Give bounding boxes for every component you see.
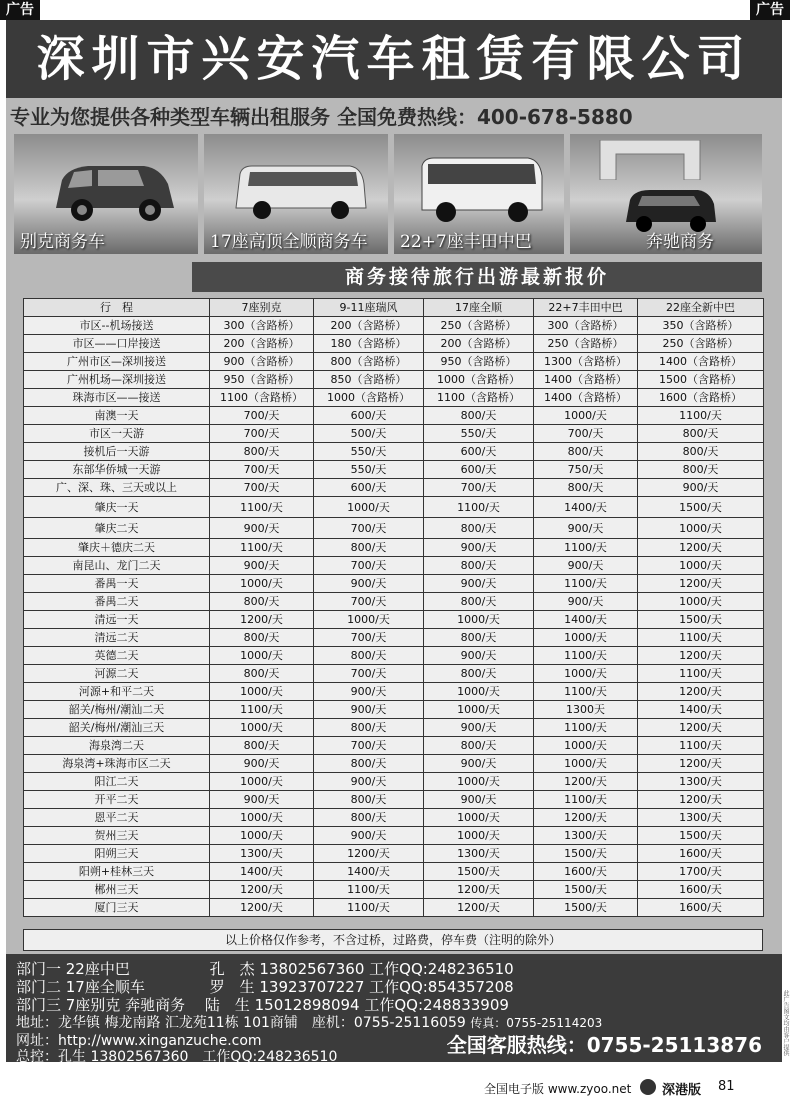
page-footer	[0, 1078, 790, 1098]
table-row	[24, 827, 764, 845]
price-cell: 1600/天	[534, 863, 638, 881]
table-row	[24, 497, 764, 518]
route-cell: 肇庆＋德庆二天	[24, 539, 210, 557]
route-cell: 贺州三天	[24, 827, 210, 845]
price-cell: 700/天	[210, 479, 314, 497]
price-cell: 600/天	[314, 407, 424, 425]
table-row	[24, 791, 764, 809]
contact-panel	[6, 954, 782, 1065]
price-cell: 750/天	[534, 461, 638, 479]
price-cell: 1000/天	[314, 497, 424, 518]
table-row	[24, 353, 764, 371]
table-row	[24, 701, 764, 719]
price-cell: 1100/天	[534, 539, 638, 557]
buick-mpv-icon	[48, 158, 178, 228]
price-cell: 1500/天	[638, 497, 764, 518]
route-cell: 河源+和平二天	[24, 683, 210, 701]
price-cell: 1000/天	[210, 773, 314, 791]
price-table	[23, 298, 764, 917]
table-row	[24, 371, 764, 389]
price-cell: 1200/天	[638, 647, 764, 665]
price-cell: 1500/天	[638, 611, 764, 629]
route-cell: 河源二天	[24, 665, 210, 683]
footer-edition: 深港版	[662, 1083, 702, 1098]
price-cell: 1100（含路桥）	[424, 389, 534, 407]
price-cell: 800/天	[424, 557, 534, 575]
price-cell: 700/天	[534, 425, 638, 443]
price-cell: 1100/天	[210, 539, 314, 557]
price-cell: 200（含路桥）	[210, 335, 314, 353]
vehicle-photos	[14, 134, 762, 254]
price-cell: 900（含路桥）	[210, 353, 314, 371]
price-cell: 900/天	[210, 791, 314, 809]
table-row	[24, 773, 764, 791]
price-cell: 1100/天	[314, 881, 424, 899]
price-cell: 1200/天	[638, 719, 764, 737]
table-row	[24, 845, 764, 863]
table-row	[24, 611, 764, 629]
price-cell: 700/天	[210, 425, 314, 443]
price-cell: 900/天	[424, 575, 534, 593]
price-cell: 1200/天	[424, 881, 534, 899]
route-cell: 阳朔+桂林三天	[24, 863, 210, 881]
price-cell: 1100/天	[534, 719, 638, 737]
price-cell: 1000/天	[210, 809, 314, 827]
price-cell: 300（含路桥）	[534, 317, 638, 335]
route-cell: 阳朔三天	[24, 845, 210, 863]
fax-text: 传真：0755-25114203	[470, 1016, 603, 1030]
customer-hotline: 全国客服热线：0755-25113876	[446, 1033, 762, 1057]
table-row	[24, 629, 764, 647]
price-cell: 1200/天	[314, 845, 424, 863]
price-cell: 900/天	[314, 683, 424, 701]
price-cell: 800/天	[424, 593, 534, 611]
route-cell: 英德二天	[24, 647, 210, 665]
price-cell: 1100/天	[314, 899, 424, 917]
quote-title: 商务接待旅行出游最新报价	[192, 262, 762, 292]
route-cell: 阳江二天	[24, 773, 210, 791]
price-cell: 1000/天	[534, 755, 638, 773]
price-cell: 1400/天	[314, 863, 424, 881]
price-cell: 1400/天	[638, 701, 764, 719]
price-cell: 250（含路桥）	[638, 335, 764, 353]
route-cell: 开平二天	[24, 791, 210, 809]
price-cell: 1000/天	[424, 611, 534, 629]
route-cell: 韶关/梅州/潮汕三天	[24, 719, 210, 737]
route-cell: 广州机场—深圳接送	[24, 371, 210, 389]
table-row	[24, 335, 764, 353]
price-cell: 1000/天	[424, 809, 534, 827]
price-cell: 1000/天	[534, 665, 638, 683]
price-cell: 900/天	[210, 755, 314, 773]
price-cell: 1000/天	[534, 737, 638, 755]
price-cell: 900/天	[534, 518, 638, 539]
price-cell: 1100/天	[424, 497, 534, 518]
price-cell: 1000（含路桥）	[424, 371, 534, 389]
table-row	[24, 881, 764, 899]
price-cell: 1000/天	[534, 629, 638, 647]
route-cell: 番禺二天	[24, 593, 210, 611]
price-cell: 1100/天	[638, 665, 764, 683]
price-note: 以上价格仅作参考，不含过桥，过路费，停车费（注明的除外）	[23, 929, 763, 951]
price-cell: 180（含路桥）	[314, 335, 424, 353]
contact-website[interactable]: 网址：http://www.xinganzuche.com	[16, 1033, 262, 1049]
table-row	[24, 809, 764, 827]
photo-caption: 别克商务车	[20, 232, 105, 252]
price-cell: 1200/天	[210, 899, 314, 917]
table-row	[24, 575, 764, 593]
price-cell: 800/天	[210, 665, 314, 683]
ad-label-left: 广告	[0, 0, 40, 20]
route-cell: 韶关/梅州/潮汕二天	[24, 701, 210, 719]
price-cell: 1000（含路桥）	[314, 389, 424, 407]
price-cell: 1000/天	[424, 701, 534, 719]
route-cell: 接机后一天游	[24, 443, 210, 461]
price-cell: 1500/天	[534, 881, 638, 899]
route-cell: 东部华侨城一天游	[24, 461, 210, 479]
price-cell: 1000/天	[210, 719, 314, 737]
arch-building-icon	[590, 140, 710, 180]
price-cell: 200（含路桥）	[424, 335, 534, 353]
price-cell: 250（含路桥）	[534, 335, 638, 353]
price-cell: 1000/天	[424, 683, 534, 701]
price-cell: 900/天	[424, 791, 534, 809]
price-cell: 800/天	[638, 425, 764, 443]
price-cell: 800/天	[534, 479, 638, 497]
footer-site[interactable]: 全国电子版 www.zyoo.net	[484, 1082, 632, 1096]
table-header-row	[24, 299, 764, 317]
table-row	[24, 479, 764, 497]
price-cell: 900/天	[638, 479, 764, 497]
price-cell: 800（含路桥）	[314, 353, 424, 371]
price-cell: 1000/天	[424, 773, 534, 791]
price-cell: 800/天	[210, 629, 314, 647]
price-cell: 1100/天	[534, 575, 638, 593]
price-cell: 800/天	[210, 443, 314, 461]
price-cell: 1200/天	[534, 773, 638, 791]
route-cell: 市区——口岸接送	[24, 335, 210, 353]
price-cell: 1400/天	[534, 611, 638, 629]
price-cell: 1600/天	[638, 881, 764, 899]
publisher-logo-icon	[640, 1079, 656, 1095]
price-cell: 1100/天	[210, 497, 314, 518]
price-cell: 800/天	[534, 443, 638, 461]
table-row	[24, 539, 764, 557]
route-cell: 广、深、珠、三天或以上	[24, 479, 210, 497]
price-cell: 1200/天	[638, 755, 764, 773]
header-toyota: 22+7丰田中巴	[534, 299, 638, 317]
route-cell: 肇庆二天	[24, 518, 210, 539]
table-row	[24, 683, 764, 701]
photo-benz	[570, 134, 762, 254]
price-cell: 1200/天	[638, 791, 764, 809]
price-cell: 1500/天	[638, 827, 764, 845]
header-transit: 17座全顺	[424, 299, 534, 317]
table-row	[24, 518, 764, 539]
price-cell: 1000/天	[314, 611, 424, 629]
table-row	[24, 389, 764, 407]
price-cell: 1100（含路桥）	[210, 389, 314, 407]
price-cell: 1000/天	[210, 575, 314, 593]
price-cell: 700/天	[314, 557, 424, 575]
price-cell: 1300天	[534, 701, 638, 719]
route-cell: 清远一天	[24, 611, 210, 629]
table-row	[24, 407, 764, 425]
price-cell: 1100/天	[638, 629, 764, 647]
price-cell: 950（含路桥）	[424, 353, 534, 371]
route-cell: 清远二天	[24, 629, 210, 647]
price-cell: 550/天	[314, 461, 424, 479]
price-cell: 1000/天	[638, 593, 764, 611]
photo-transit	[204, 134, 388, 254]
ad-label-right: 广告	[750, 0, 790, 20]
photo-caption: 22+7座丰田中巴	[400, 232, 532, 252]
advertisement-page	[6, 20, 782, 1065]
table-row	[24, 593, 764, 611]
table-row	[24, 863, 764, 881]
table-row	[24, 665, 764, 683]
price-cell: 1000/天	[638, 557, 764, 575]
route-cell: 海泉湾+珠海市区二天	[24, 755, 210, 773]
header-new-bus: 22座全新中巴	[638, 299, 764, 317]
price-cell: 1000/天	[210, 647, 314, 665]
price-cell: 1400/天	[534, 497, 638, 518]
price-cell: 700/天	[210, 407, 314, 425]
price-cell: 1600（含路桥）	[638, 389, 764, 407]
price-cell: 950（含路桥）	[210, 371, 314, 389]
price-cell: 1100/天	[638, 737, 764, 755]
price-cell: 250（含路桥）	[424, 317, 534, 335]
price-cell: 1200/天	[210, 881, 314, 899]
price-cell: 700/天	[424, 479, 534, 497]
price-cell: 1200/天	[424, 899, 534, 917]
price-cell: 600/天	[314, 479, 424, 497]
route-cell: 南昆山、龙门二天	[24, 557, 210, 575]
table-row	[24, 443, 764, 461]
photo-coaster	[394, 134, 564, 254]
price-cell: 700/天	[314, 518, 424, 539]
price-cell: 900/天	[424, 719, 534, 737]
price-cell: 1100/天	[210, 701, 314, 719]
price-cell: 1100/天	[534, 683, 638, 701]
price-cell: 900/天	[210, 518, 314, 539]
price-rows	[24, 317, 764, 917]
toyota-bus-icon	[416, 154, 546, 226]
price-cell: 700/天	[210, 461, 314, 479]
price-cell: 300（含路桥）	[210, 317, 314, 335]
price-cell: 1300/天	[534, 827, 638, 845]
table-row	[24, 425, 764, 443]
price-cell: 800/天	[314, 809, 424, 827]
price-cell: 1300/天	[638, 773, 764, 791]
price-cell: 900/天	[314, 701, 424, 719]
table-row	[24, 461, 764, 479]
price-cell: 900/天	[314, 827, 424, 845]
route-cell: 郴州三天	[24, 881, 210, 899]
contact-dept1: 部门一 22座中巴 孔 杰 13802567360 工作QQ:248236510	[16, 960, 514, 978]
price-cell: 1000/天	[534, 407, 638, 425]
transit-van-icon	[230, 160, 370, 224]
price-cell: 900/天	[314, 773, 424, 791]
price-cell: 600/天	[424, 443, 534, 461]
route-cell: 厦门三天	[24, 899, 210, 917]
price-cell: 1400（含路桥）	[534, 389, 638, 407]
price-cell: 1500（含路桥）	[638, 371, 764, 389]
route-cell: 恩平二天	[24, 809, 210, 827]
price-cell: 550/天	[314, 443, 424, 461]
price-cell: 350（含路桥）	[638, 317, 764, 335]
price-cell: 500/天	[314, 425, 424, 443]
route-cell: 珠海市区——接送	[24, 389, 210, 407]
price-cell: 800/天	[638, 461, 764, 479]
table-row	[24, 719, 764, 737]
route-cell: 市区--机场接送	[24, 317, 210, 335]
price-cell: 1300（含路桥）	[534, 353, 638, 371]
price-cell: 1400（含路桥）	[534, 371, 638, 389]
price-cell: 900/天	[534, 593, 638, 611]
company-name: 深圳市兴安汽车租赁有限公司	[6, 20, 782, 98]
price-cell: 1700/天	[638, 863, 764, 881]
route-cell: 肇庆一天	[24, 497, 210, 518]
route-cell: 南澳一天	[24, 407, 210, 425]
price-cell: 900/天	[534, 557, 638, 575]
price-cell: 1000/天	[638, 518, 764, 539]
header-route: 行 程	[24, 299, 210, 317]
table-row	[24, 317, 764, 335]
route-cell: 市区一天游	[24, 425, 210, 443]
photo-caption: 奔驰商务	[646, 232, 714, 252]
price-cell: 800/天	[314, 647, 424, 665]
price-cell: 1100/天	[534, 647, 638, 665]
contact-dept3: 部门三 7座别克 奔驰商务 陆 生 15012898094 工作QQ:248833909	[16, 996, 509, 1014]
price-cell: 200（含路桥）	[314, 317, 424, 335]
address-text: 地址：龙华镇 梅龙南路 汇龙苑11栋 101商铺 座机：0755-25116059	[16, 1015, 466, 1031]
price-cell: 1500/天	[534, 899, 638, 917]
price-cell: 800/天	[424, 629, 534, 647]
price-cell: 800/天	[638, 443, 764, 461]
price-cell: 1000/天	[210, 827, 314, 845]
price-cell: 900/天	[314, 575, 424, 593]
price-cell: 1000/天	[210, 683, 314, 701]
price-cell: 1200/天	[210, 611, 314, 629]
price-cell: 800/天	[424, 518, 534, 539]
price-cell: 1500/天	[424, 863, 534, 881]
price-cell: 800/天	[314, 539, 424, 557]
price-cell: 1400（含路桥）	[638, 353, 764, 371]
table-row	[24, 647, 764, 665]
price-cell: 800/天	[314, 719, 424, 737]
table-row	[24, 737, 764, 755]
route-cell: 广州市区—深圳接送	[24, 353, 210, 371]
table-row	[24, 899, 764, 917]
price-cell: 900/天	[424, 539, 534, 557]
price-cell: 700/天	[314, 665, 424, 683]
price-cell: 1300/天	[424, 845, 534, 863]
price-cell: 700/天	[314, 737, 424, 755]
price-cell: 700/天	[314, 629, 424, 647]
price-cell: 900/天	[424, 647, 534, 665]
price-cell: 800/天	[424, 665, 534, 683]
header-ruifeng: 9-11座瑞风	[314, 299, 424, 317]
contact-manager: 总控：孔生 13802567360 工作QQ:248236510	[16, 1049, 338, 1065]
price-cell: 1300/天	[210, 845, 314, 863]
route-cell: 番禺一天	[24, 575, 210, 593]
price-cell: 1600/天	[638, 845, 764, 863]
page-number: 81	[718, 1079, 735, 1094]
price-cell: 1600/天	[638, 899, 764, 917]
price-cell: 900/天	[424, 755, 534, 773]
contact-dept2: 部门二 17座全顺车 罗 生 13923707227 工作QQ:854357208	[16, 978, 514, 996]
price-cell: 800/天	[314, 791, 424, 809]
price-cell: 1200/天	[638, 683, 764, 701]
photo-caption: 17座高顶全顺商务车	[210, 232, 368, 252]
price-cell: 800/天	[314, 755, 424, 773]
price-cell: 1300/天	[638, 809, 764, 827]
price-cell: 700/天	[314, 593, 424, 611]
route-cell: 海泉湾二天	[24, 737, 210, 755]
price-cell: 1200/天	[638, 575, 764, 593]
price-cell: 1200/天	[638, 539, 764, 557]
price-cell: 800/天	[424, 737, 534, 755]
price-cell: 1400/天	[210, 863, 314, 881]
price-cell: 850（含路桥）	[314, 371, 424, 389]
price-cell: 1100/天	[638, 407, 764, 425]
price-cell: 900/天	[210, 557, 314, 575]
table-row	[24, 755, 764, 773]
price-cell: 800/天	[424, 407, 534, 425]
photo-buick	[14, 134, 198, 254]
side-note: 此广告图文均由客户提供	[782, 990, 789, 1056]
price-cell: 800/天	[210, 737, 314, 755]
price-cell: 600/天	[424, 461, 534, 479]
price-cell: 1100/天	[534, 791, 638, 809]
header-buick: 7座别克	[210, 299, 314, 317]
table-row	[24, 557, 764, 575]
price-cell: 550/天	[424, 425, 534, 443]
price-cell: 800/天	[210, 593, 314, 611]
price-cell: 1000/天	[424, 827, 534, 845]
price-cell: 1500/天	[534, 845, 638, 863]
price-cell: 1200/天	[534, 809, 638, 827]
slogan: 专业为您提供各种类型车辆出租服务 全国免费热线：400-678-5880	[10, 105, 633, 129]
